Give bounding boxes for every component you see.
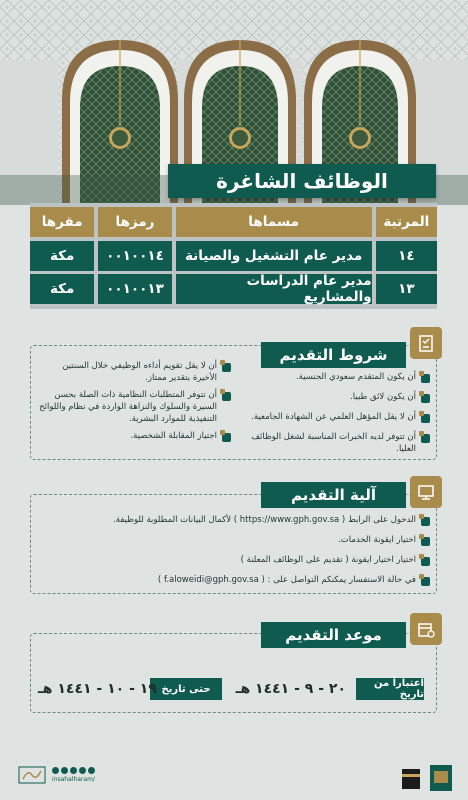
mechanism-list [50, 514, 430, 586]
list-item: أن تتوفر لديه الخبرات المناسبة لشغل الوظائف العليا. [230, 431, 430, 455]
row-code: ٠٠١٠٠١٣ [98, 274, 171, 304]
bullet-icon [222, 363, 231, 372]
header-code: رمزها [98, 207, 171, 237]
to-date-value: ١٩ - ١٠ - ١٤٤١ هـ [38, 681, 157, 697]
from-date-label: اعتباراً من تاريخ [356, 678, 424, 700]
jobs-table-header [30, 207, 437, 237]
bullet-icon [421, 414, 430, 423]
row-name: مدير عام التشغيل والصيانة [176, 241, 372, 271]
list-item: أن تتوفر المتطلبات النظامية ذات الصلة بحسن السيرة والسلوك والنزاهة الواردة في نظام واللوائح التنفيذية للموارد البشرية. [36, 389, 231, 425]
from-date-value: ٢٠ - ٩ - ١٤٤١ هـ [235, 681, 346, 697]
row-code: ٠٠١٠٠١٤ [98, 241, 171, 271]
list-item: أن لا يقل تقويم أداءه الوظيفي خلال السنتين الأخيرة بتقدير ممتاز. [36, 360, 231, 384]
list-item: أن يكون المتقدم سعودي الجنسية. [230, 371, 430, 383]
bullet-icon [222, 392, 231, 401]
bullet-icon [222, 433, 231, 442]
header-name: مسماها [176, 207, 372, 237]
vision-logo-icon [18, 765, 46, 785]
bullet-icon [421, 374, 430, 383]
table-row [30, 241, 437, 271]
snapchat-icon[interactable] [61, 767, 68, 774]
list-item: الدخول على الرابط ( https://www.gph.gov.sa ) لأكمال البيانات المطلوبة للوظيفة. [50, 514, 430, 526]
computer-icon [410, 476, 442, 508]
checklist-icon [410, 327, 442, 359]
list-item: اجتياز المقابلة الشخصية. [36, 430, 231, 442]
bullet-icon [421, 394, 430, 403]
social-icons [52, 767, 95, 774]
bullet-icon [421, 517, 430, 526]
bullet-icon [421, 577, 430, 586]
header-location: مقرها [30, 207, 94, 237]
table-row [30, 274, 437, 304]
list-item: أن يكون لائق طبيا. [230, 391, 430, 403]
row-location: مكة [30, 274, 94, 304]
bullet-icon [421, 557, 430, 566]
to-date-label: حتى تاريخ [150, 678, 222, 700]
row-rank: ١٣ [376, 274, 437, 304]
facebook-icon[interactable] [52, 767, 59, 774]
requirements-right-list [230, 371, 430, 455]
list-item: اختيار اختيار ايقونة ( تقديم على الوظائف المعلنة ) [50, 554, 430, 566]
mechanism-heading: آلية التقديم [261, 482, 406, 508]
header-rank: المرتبة [376, 207, 437, 237]
requirements-left-list [36, 360, 231, 442]
row-location: مكة [30, 241, 94, 271]
footer-left [18, 765, 95, 785]
twitter-icon[interactable] [88, 767, 95, 774]
social-handle: /insahalharam [52, 776, 95, 783]
row-name: مدير عام الدراسات والمشاريع [176, 274, 372, 304]
list-item: في حالة الاستفسار يمكنكم التواصل على : ( f.aloweidi@gph.gov.sa ) [50, 574, 430, 586]
list-item: أن لا يقل المؤهل العلمي عن الشهادة الجامعية. [230, 411, 430, 423]
dates-heading: موعد التقديم [261, 622, 406, 648]
requirements-heading: شروط التقديم [261, 342, 406, 368]
social-links [52, 767, 95, 783]
page-title: الوظائف الشاغرة [168, 164, 436, 198]
kaaba-logo-icon [398, 763, 424, 793]
footer-logos [392, 761, 454, 795]
row-rank: ١٤ [376, 241, 437, 271]
bullet-icon [421, 434, 430, 443]
presidency-logo-icon [428, 763, 454, 793]
footer [0, 757, 468, 800]
calendar-gear-icon [410, 613, 442, 645]
youtube-icon[interactable] [70, 767, 77, 774]
instagram-icon[interactable] [79, 767, 86, 774]
list-item: اختيار ايقونة الخدمات. [50, 534, 430, 546]
bullet-icon [421, 537, 430, 546]
jobs-table [30, 203, 437, 309]
